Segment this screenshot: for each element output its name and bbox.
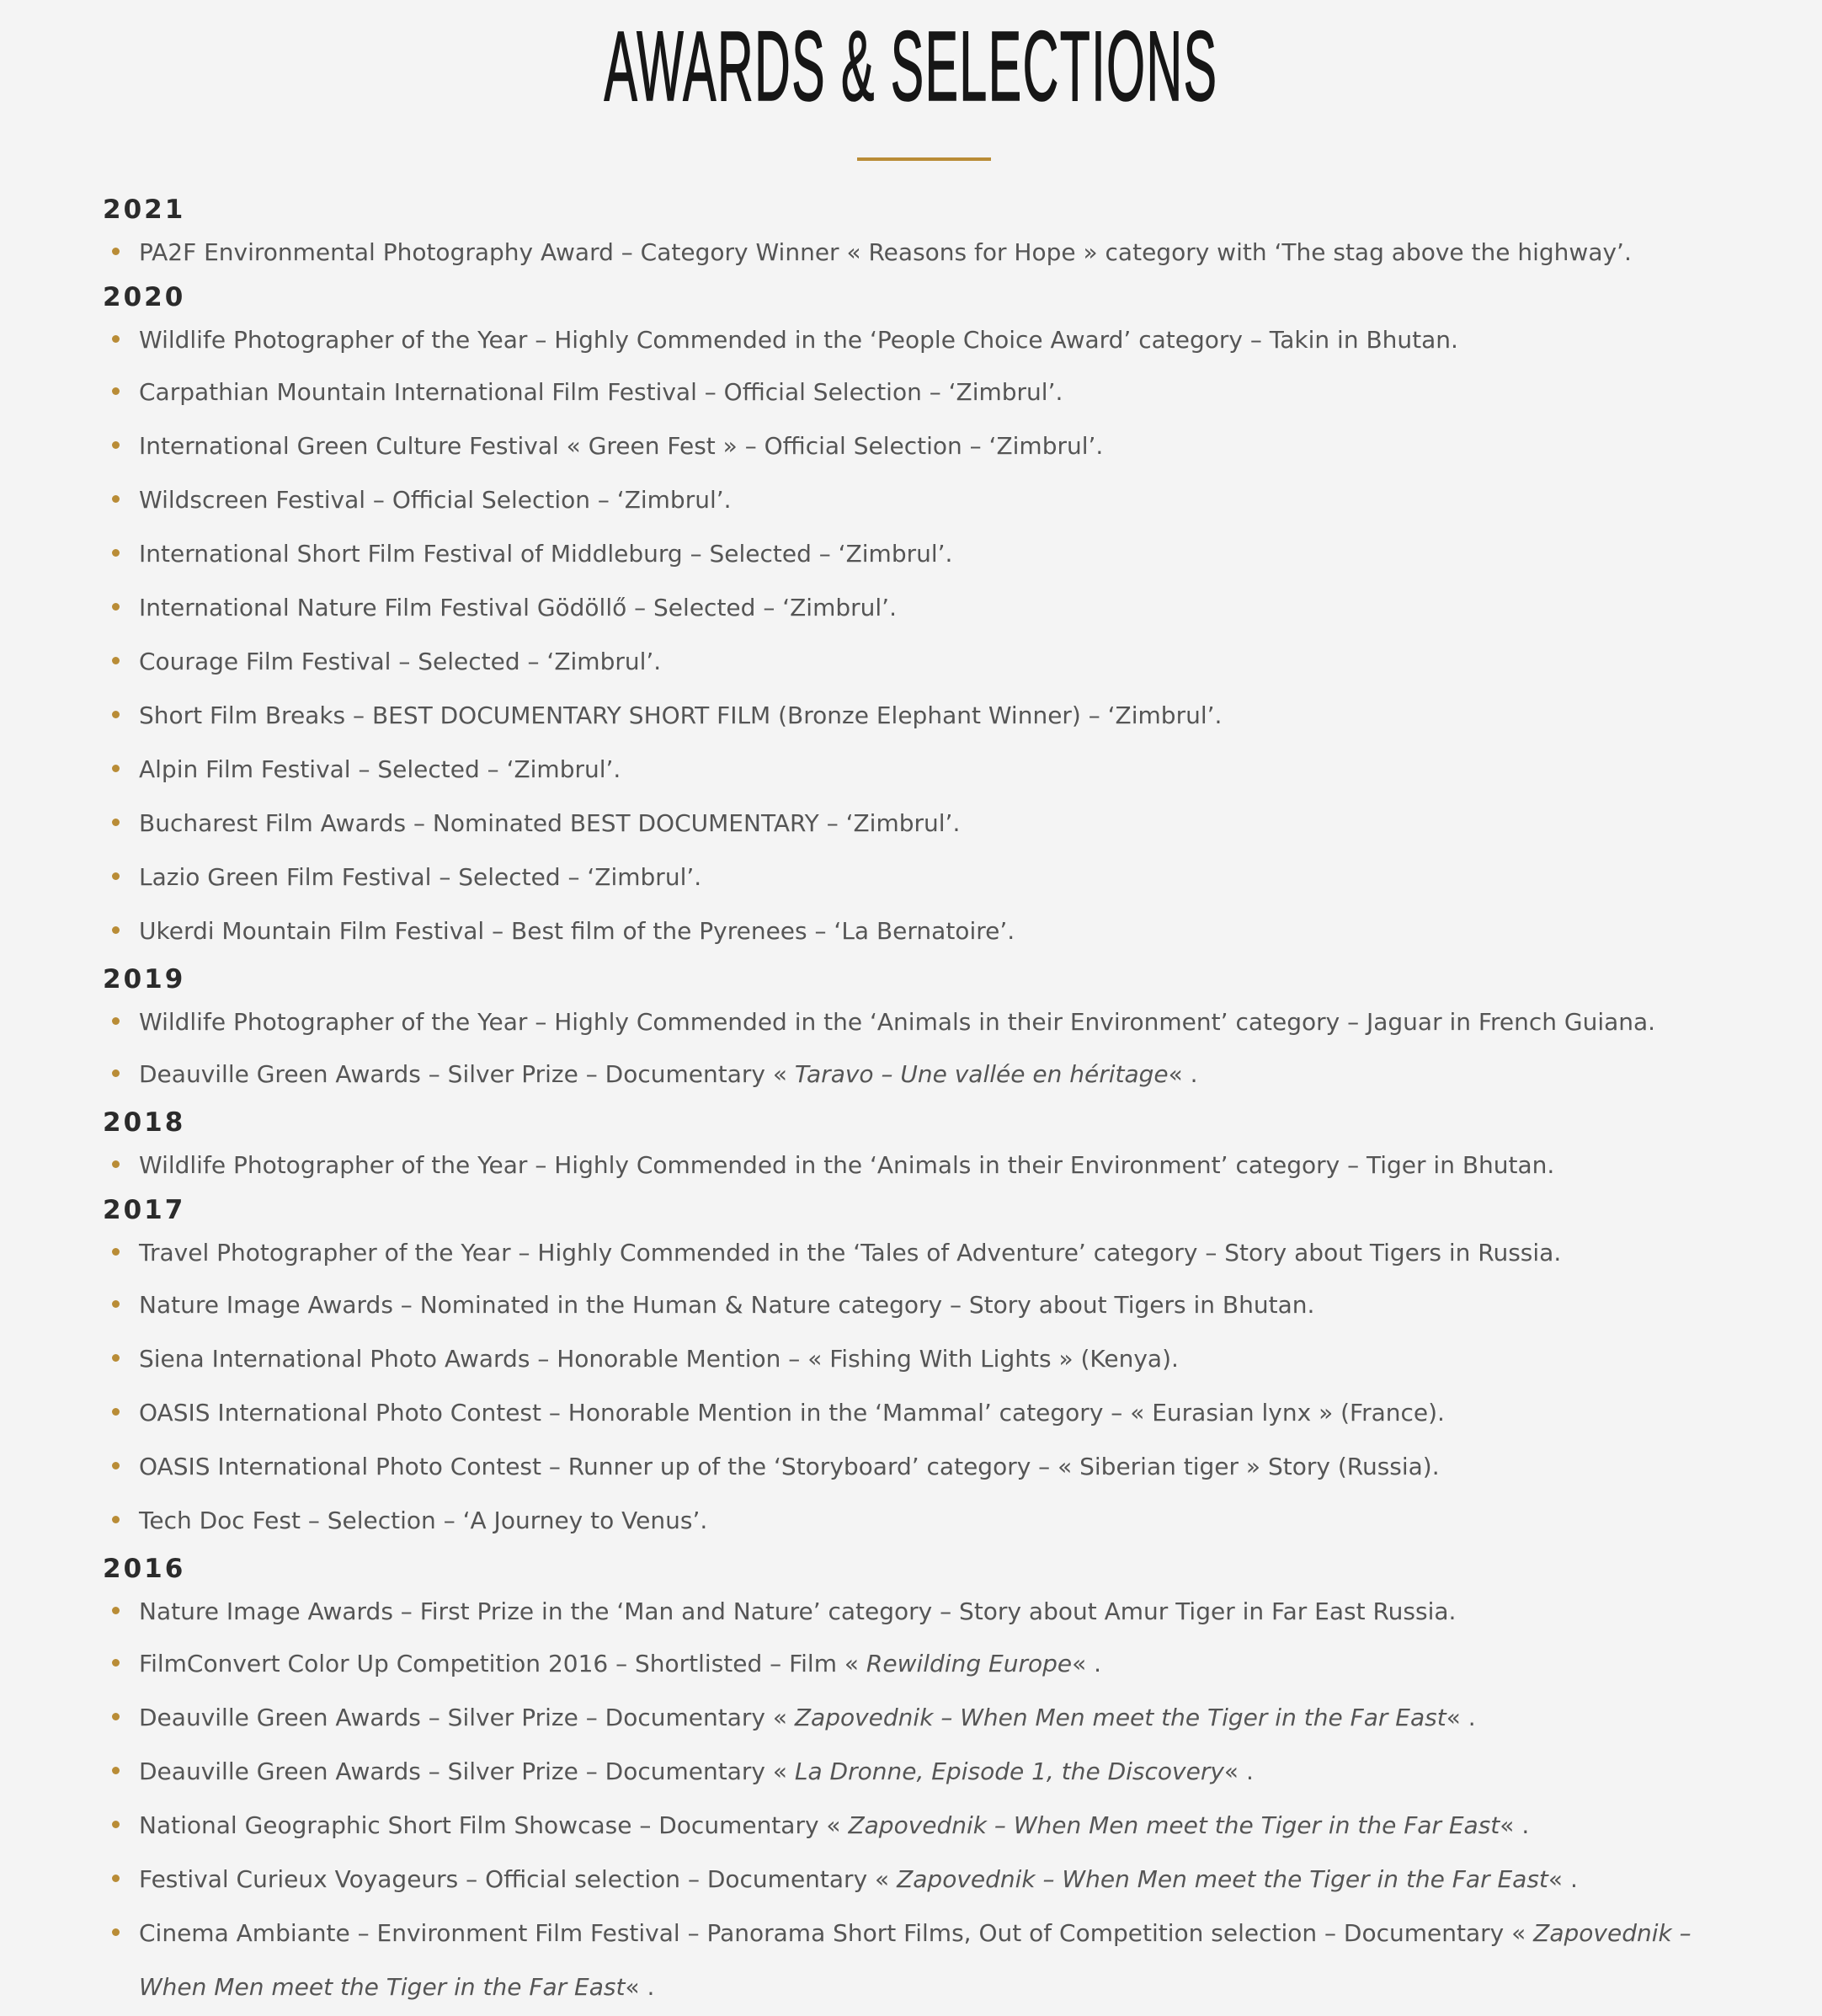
award-text: Wildscreen Festival – Official Selection – ‘Zimbrul’.: [139, 486, 732, 514]
bullet-icon: [112, 1300, 120, 1308]
award-item: [103, 229, 1719, 276]
award-item: [103, 1494, 1719, 1548]
award-work-title: Zapovednik – When Men meet the Tiger in the Far East: [897, 1865, 1548, 1893]
award-list: [103, 229, 1719, 276]
bullet-icon: [112, 1160, 120, 1168]
award-list: [103, 317, 1719, 958]
award-item: [103, 1332, 1719, 1386]
year-section-2016: [103, 1549, 1719, 2014]
award-text: FilmConvert Color Up Competition 2016 – Shortlisted – Film «: [139, 1650, 866, 1677]
bullet-icon: [112, 603, 120, 611]
year-section-2017: [103, 1191, 1719, 1548]
bullet-icon: [112, 711, 120, 718]
bullet-icon: [112, 335, 120, 343]
bullet-icon: [112, 1516, 120, 1523]
award-item: [103, 1440, 1719, 1494]
award-list: [103, 999, 1719, 1101]
award-item: [103, 1853, 1719, 1907]
bullet-icon: [112, 872, 120, 880]
award-text: « .: [1548, 1865, 1578, 1893]
award-item: [103, 635, 1719, 689]
year-section-2020: [103, 278, 1719, 958]
bullet-icon: [112, 441, 120, 449]
page-title: [0, 11, 1822, 122]
year-section-2021: [103, 190, 1719, 276]
award-item: [103, 317, 1719, 364]
award-text: Travel Photographer of the Year – Highly Commended in the ‘Tales of Adventure’ category – Story about Tigers in Russia.: [139, 1239, 1562, 1267]
award-text: « .: [1223, 1757, 1254, 1785]
bullet-icon: [112, 1408, 120, 1416]
bullet-icon: [112, 1354, 120, 1362]
award-work-title: Taravo – Une vallée en héritage: [794, 1060, 1169, 1088]
year-section-2019: [103, 960, 1719, 1101]
award-item: [103, 1386, 1719, 1440]
bullet-icon: [112, 1659, 120, 1667]
award-text: PA2F Environmental Photography Award – Category Winner « Reasons for Hope » category with ‘The stag above the highway’.: [139, 238, 1632, 266]
award-item: [103, 419, 1719, 473]
award-item: [103, 1048, 1719, 1101]
award-text: Tech Doc Fest – Selection – ‘A Journey to Venus’.: [139, 1507, 708, 1534]
year-section-2018: [103, 1103, 1719, 1189]
award-item: [103, 1278, 1719, 1332]
award-work-title: Zapovednik – When Men meet the Tiger in the Far East: [794, 1704, 1446, 1731]
award-text: Festival Curieux Voyageurs – Official selection – Documentary «: [139, 1865, 898, 1893]
award-item: [103, 1907, 1719, 2014]
award-text: Short Film Breaks – BEST DOCUMENTARY SHORT FILM (Bronze Elephant Winner) – ‘Zimbrul’.: [139, 701, 1223, 729]
award-text: Ukerdi Mountain Film Festival – Best film of the Pyrenees – ‘La Bernatoire’.: [139, 917, 1015, 945]
bullet-icon: [112, 248, 120, 255]
award-text: National Geographic Short Film Showcase – Documentary «: [139, 1811, 849, 1839]
bullet-icon: [112, 1821, 120, 1828]
award-text: « .: [1072, 1650, 1102, 1677]
award-text: « .: [1168, 1060, 1198, 1088]
bullet-icon: [112, 1767, 120, 1774]
award-work-title: La Dronne, Episode 1, the Discovery: [794, 1757, 1224, 1785]
award-text: Deauville Green Awards – Silver Prize – Documentary «: [139, 1704, 795, 1731]
title-divider: [857, 157, 991, 161]
award-work-title: Zapovednik – When Men meet the Tiger in the Far East: [848, 1811, 1500, 1839]
year-heading: 2019: [103, 964, 186, 995]
bullet-icon: [112, 1875, 120, 1882]
award-item: [103, 365, 1719, 419]
award-item: [103, 1691, 1719, 1745]
award-text: Courage Film Festival – Selected – ‘Zimbrul’.: [139, 648, 662, 675]
award-item: [103, 1745, 1719, 1799]
award-text: Wildlife Photographer of the Year – Highly Commended in the ‘Animals in their Environment’ category – Jaguar in French Guiana.: [139, 1008, 1656, 1036]
award-work-title: Rewilding Europe: [866, 1650, 1073, 1677]
bullet-icon: [112, 495, 120, 503]
award-item: [103, 1637, 1719, 1691]
award-item: [103, 527, 1719, 581]
bullet-icon: [112, 1607, 120, 1614]
award-item: [103, 1588, 1719, 1635]
award-item: [103, 999, 1719, 1046]
award-item: [103, 743, 1719, 797]
award-text: Wildlife Photographer of the Year – Highly Commended in the ‘Animals in their Environment’ category – Tiger in Bhutan.: [139, 1151, 1555, 1179]
award-list: [103, 1229, 1719, 1548]
award-item: [103, 851, 1719, 904]
award-item: [103, 1799, 1719, 1853]
award-text: OASIS International Photo Contest – Honorable Mention in the ‘Mammal’ category – « Eurasian lynx » (France).: [139, 1399, 1445, 1427]
award-item: [103, 689, 1719, 743]
year-heading: 2016: [103, 1554, 186, 1584]
award-text: Wildlife Photographer of the Year – Highly Commended in the ‘People Choice Award’ category – Takin in Bhutan.: [139, 326, 1458, 354]
award-text: Alpin Film Festival – Selected – ‘Zimbrul’.: [139, 755, 621, 783]
award-text: Nature Image Awards – Nominated in the Human & Nature category – Story about Tigers in Bhutan.: [139, 1291, 1315, 1319]
award-text: Deauville Green Awards – Silver Prize – Documentary «: [139, 1060, 795, 1088]
award-text: International Nature Film Festival Gödöllő – Selected – ‘Zimbrul’.: [139, 594, 897, 621]
awards-list: [103, 190, 1719, 2016]
award-text: Nature Image Awards – First Prize in the ‘Man and Nature’ category – Story about Amur Tiger in Far East Russia.: [139, 1597, 1457, 1625]
award-work-title: Zapovednik – When Men meet the Tiger in the Far East: [139, 1919, 1691, 2001]
bullet-icon: [112, 1462, 120, 1469]
award-text: Lazio Green Film Festival – Selected – ‘Zimbrul’.: [139, 863, 702, 891]
year-heading: 2020: [103, 282, 186, 312]
year-heading: 2018: [103, 1107, 186, 1138]
award-text: Bucharest Film Awards – Nominated BEST DOCUMENTARY – ‘Zimbrul’.: [139, 809, 961, 837]
bullet-icon: [112, 1928, 120, 1936]
award-list: [103, 1142, 1719, 1189]
bullet-icon: [112, 657, 120, 664]
bullet-icon: [112, 1017, 120, 1025]
year-heading: 2021: [103, 195, 186, 225]
award-text: Cinema Ambiante – Environment Film Festival – Panorama Short Films, Out of Competition selection – Documentary «: [139, 1919, 1534, 1947]
award-item: [103, 797, 1719, 851]
award-item: [103, 1229, 1719, 1277]
award-list: [103, 1588, 1719, 2014]
bullet-icon: [112, 1069, 120, 1077]
page-title-text: AWARDS & SELECTIONS: [604, 11, 1218, 122]
year-heading: 2017: [103, 1195, 186, 1225]
award-item: [103, 904, 1719, 958]
bullet-icon: [112, 765, 120, 772]
award-text: International Short Film Festival of Middleburg – Selected – ‘Zimbrul’.: [139, 540, 953, 568]
award-text: International Green Culture Festival « Green Fest » – Official Selection – ‘Zimbrul’.: [139, 432, 1104, 460]
bullet-icon: [112, 1713, 120, 1720]
award-text: « .: [1446, 1704, 1476, 1731]
award-item: [103, 473, 1719, 527]
award-item: [103, 581, 1719, 635]
award-text: OASIS International Photo Contest – Runner up of the ‘Storyboard’ category – « Siberian tiger » Story (Russia).: [139, 1453, 1440, 1480]
bullet-icon: [112, 926, 120, 934]
award-text: « .: [1500, 1811, 1530, 1839]
award-item: [103, 1142, 1719, 1189]
award-text: Siena International Photo Awards – Honorable Mention – « Fishing With Lights » (Kenya).: [139, 1345, 1179, 1373]
bullet-icon: [112, 549, 120, 557]
bullet-icon: [112, 387, 120, 395]
bullet-icon: [112, 1248, 120, 1256]
award-text: « .: [625, 1973, 655, 2001]
award-text: Deauville Green Awards – Silver Prize – Documentary «: [139, 1757, 795, 1785]
award-text: Carpathian Mountain International Film Festival – Official Selection – ‘Zimbrul’.: [139, 378, 1063, 406]
bullet-icon: [112, 819, 120, 826]
